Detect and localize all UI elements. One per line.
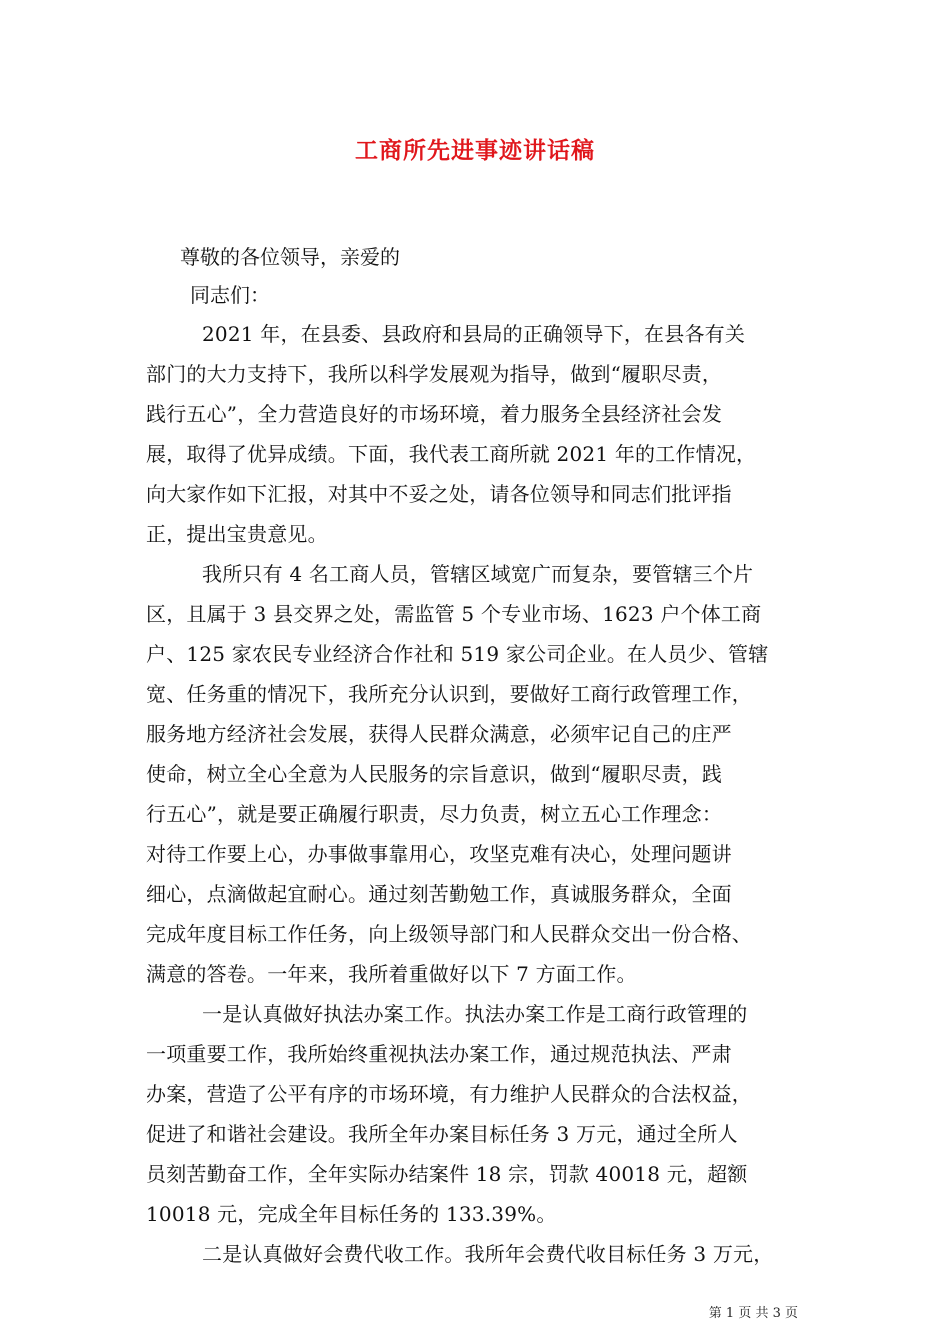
paragraph-line: 使命，树立全心全意为人民服务的宗旨意识，做到“履职尽责，践 [146,762,723,786]
paragraph-line: 促进了和谐社会建设。我所全年办案目标任务 3 万元，通过全所人 [146,1122,738,1146]
paragraph-line: 向大家作如下汇报，对其中不妥之处，请各位领导和同志们批评指 [146,482,732,506]
paragraph-line: 10018 元，完成全年目标任务的 133.39%。 [146,1202,557,1226]
paragraph-line: 二是认真做好会费代收工作。我所年会费代收目标任务 3 万元， [202,1242,774,1266]
paragraph-line: 部门的大力支持下，我所以科学发展观为指导，做到“履职尽责， [146,362,723,386]
body-text [146,314,826,1274]
paragraph-line: 宽、任务重的情况下，我所充分认识到，要做好工商行政管理工作， [146,682,752,706]
paragraph-line: 完成年度目标工作任务，向上级领导部门和人民群众交出一份合格、 [146,922,752,946]
paragraph-line: 一是认真做好执法办案工作。执法办案工作是工商行政管理的 [202,1002,748,1026]
paragraph-line: 员刻苦勤奋工作，全年实际办结案件 18 宗，罚款 40018 元，超额 [146,1162,748,1186]
paragraph-line: 2021 年，在县委、县政府和县局的正确领导下，在县各有关 [202,322,746,346]
paragraph-line: 对待工作要上心，办事做事靠用心，攻坚克难有决心，处理问题讲 [146,842,732,866]
paragraph-line: 服务地方经济社会发展，获得人民群众满意，必须牢记自己的庄严 [146,722,732,746]
paragraph-line: 户、125 家农民专业经济合作社和 519 家公司企业。在人员少、管辖 [146,642,769,666]
paragraph-line: 细心，点滴做起宜耐心。通过刻苦勤勉工作，真诚服务群众，全面 [146,882,732,906]
paragraph-line: 满意的答卷。一年来，我所着重做好以下 7 方面工作。 [146,962,637,986]
paragraph-line: 区，且属于 3 县交界之处，需监管 5 个专业市场、1623 户个体工商 [146,602,762,626]
page-footer: 第 1 页 共 3 页 [708,1306,798,1321]
paragraph-line: 展，取得了优异成绩。下面，我代表工商所就 2021 年的工作情况， [146,442,757,466]
paragraph-line: 我所只有 4 名工商人员，管辖区域宽广而复杂，要管辖三个片 [202,562,754,586]
paragraph-line: 一项重要工作，我所始终重视执法办案工作，通过规范执法、严肃 [146,1042,732,1066]
paragraph-line: 践行五心”，全力营造良好的市场环境，着力服务全县经济社会发 [146,402,723,426]
paragraph-line: 办案，营造了公平有序的市场环境，有力维护人民群众的合法权益， [146,1082,752,1106]
document-title: 工商所先进事迹讲话稿 [355,137,595,164]
paragraph-line: 行五心”，就是要正确履行职责，尽力负责，树立五心工作理念： [146,802,723,826]
paragraph-line: 正，提出宝贵意见。 [146,522,328,546]
salutation-line-1: 尊敬的各位领导，亲爱的 [180,245,400,269]
salutation-line-2: 同志们： [190,283,270,307]
